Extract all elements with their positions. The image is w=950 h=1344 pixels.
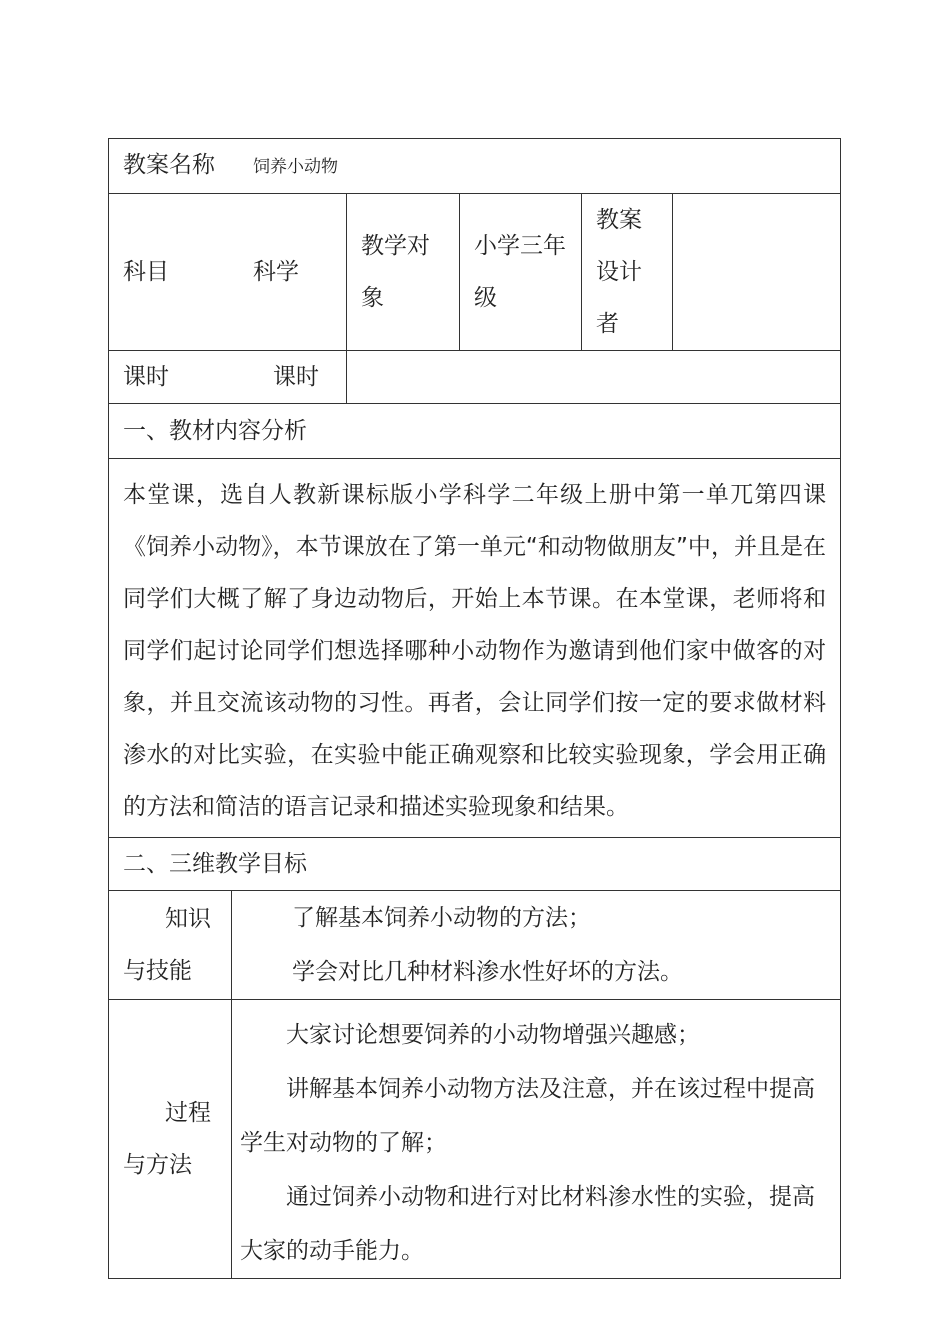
section1-body: 本堂课，选自人教新课标版小学科学二年级上册中第一单兀第四课《饲养小动物》，本节课放在了第一单元“和动物做朋友”中，并且是在同学们大概了解了身边动物后，开始上本节课。在本堂课，老师将和同学们起讨论同学们想选择哪种小动物作为邀请到他们家中做客的对象，并且交流该动物的习性。再者，会让同学们按一定的要求做材料渗水的对比实验，在实验中能正确观察和比较实验现象，学会用正确的方法和简洁的语言记录和描述实验现象和结果。 (123, 482, 827, 820)
subject-row (109, 194, 841, 351)
goal-label-line2: 与方法 (123, 1152, 192, 1178)
goal-item: 大家讨论想要饲养的小动物增强兴趣感； (286, 1022, 700, 1048)
goal-label-knowledge (109, 891, 232, 1000)
goal-row-process (109, 1000, 841, 1279)
goal-item: 了解基本饲养小动物的方法； (292, 905, 591, 931)
subject-cell (109, 194, 347, 351)
goal-item: 讲解基本饲养小动物方法及注意，并在该过程中提高学生对动物的了解； (240, 1076, 815, 1156)
section2-heading-row (109, 838, 841, 891)
goal-label-line1: 知识 (165, 906, 211, 932)
hours-empty-cell (347, 351, 841, 404)
goal-row-knowledge (109, 891, 841, 1000)
hours-cell (109, 351, 347, 404)
goal-label-line2: 与技能 (123, 958, 192, 984)
goal-label-process (109, 1000, 232, 1279)
hours-value: 课时 (273, 364, 319, 390)
lesson-name-cell (109, 139, 841, 194)
section1-body-row (109, 459, 841, 838)
audience-value: 小学三年级 (460, 194, 582, 351)
goal-content-knowledge (232, 891, 841, 1000)
lesson-name-value: 饲养小动物 (253, 157, 338, 177)
goal-item: 通过饲养小动物和进行对比材料渗水性的实验，提高大家的动手能力。 (240, 1184, 815, 1264)
goal-item: 学会对比几种材料渗水性好坏的方法。 (292, 959, 683, 985)
audience-label: 教学对象 (347, 194, 460, 351)
section1-body-cell (109, 459, 841, 838)
hours-row (109, 351, 841, 404)
lesson-name-row (109, 139, 841, 194)
lesson-plan-table (108, 138, 841, 1279)
designer-value (673, 194, 841, 351)
lesson-name-label: 教案名称 (123, 152, 215, 178)
section1-heading-row (109, 404, 841, 459)
section2-heading: 二、三维教学目标 (109, 838, 841, 891)
subject-label: 科目 (123, 259, 169, 285)
goal-label-line1: 过程 (165, 1100, 211, 1126)
designer-label: 教案设计者 (582, 194, 673, 351)
goal-content-process (232, 1000, 841, 1279)
hours-label: 课时 (123, 364, 169, 390)
section1-heading: 一、教材内容分析 (109, 404, 841, 459)
subject-value: 科学 (253, 259, 299, 285)
